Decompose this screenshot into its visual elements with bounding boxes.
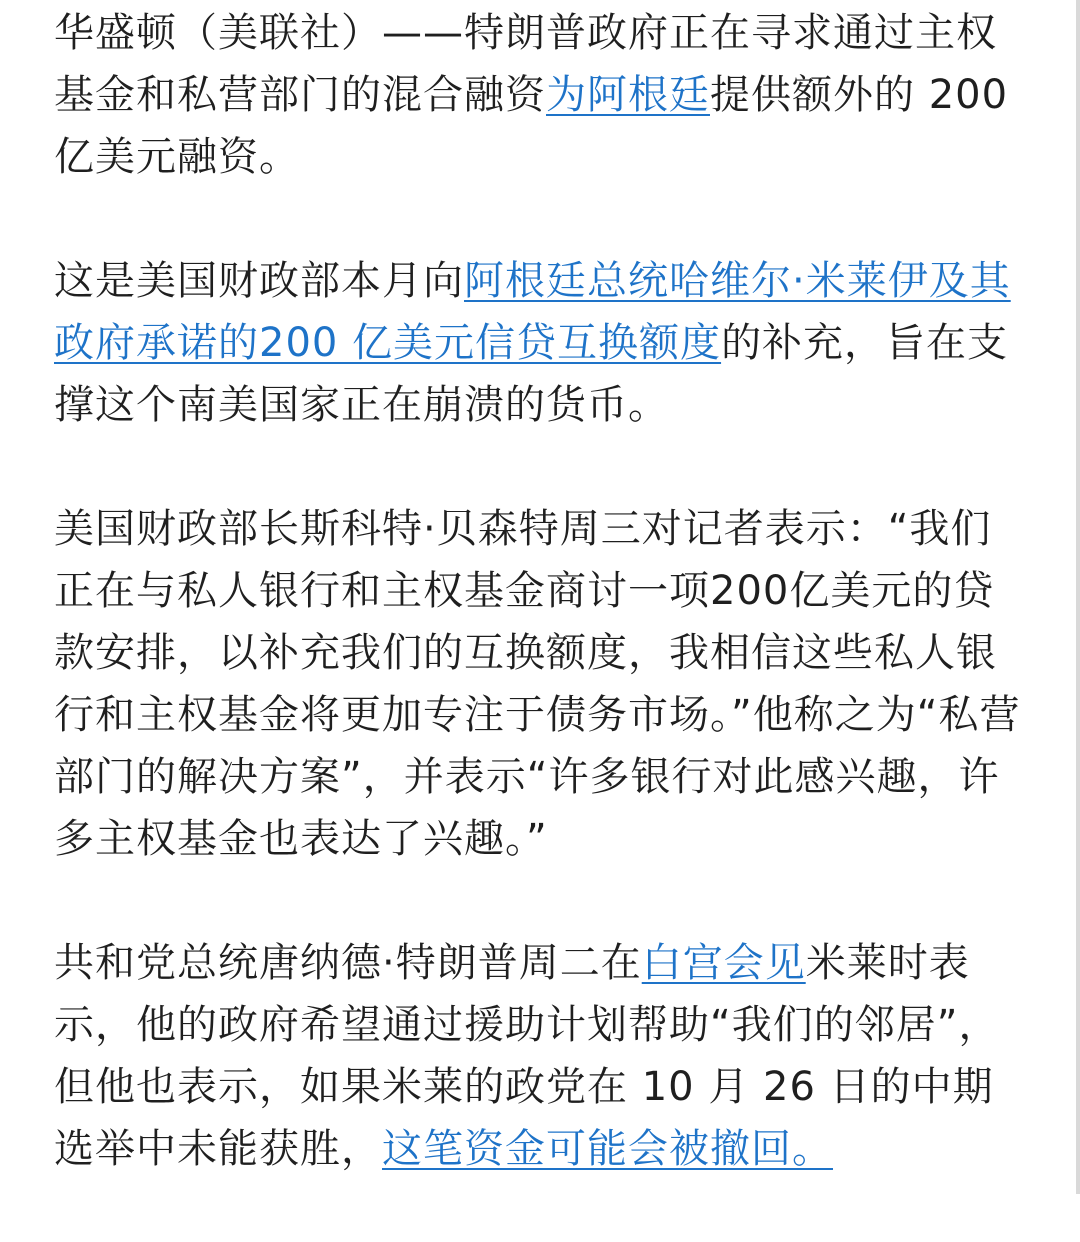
- article-body: [54, 2, 1024, 1242]
- link-swap-line[interactable]: 阿根廷总统哈维尔·米莱伊及其政府承诺的200 亿美元信贷互换额度: [54, 258, 1011, 366]
- link-funds-withdrawn[interactable]: 这笔资金可能会被撤回。: [382, 1126, 833, 1172]
- link-white-house-meeting[interactable]: 白宫会见: [641, 940, 806, 986]
- paragraph-4-text-1: 共和党总统唐纳德·特朗普周二在: [54, 940, 642, 986]
- scrollbar-edge: [1076, 0, 1080, 1194]
- paragraph-1-text-2: 提供额外的 200 亿美元融资。: [54, 72, 1009, 180]
- paragraph-1: [54, 2, 1024, 188]
- paragraph-3: [54, 498, 1024, 870]
- paragraph-3-text-1: 美国财政部长斯科特·贝森特周三对记者表示：“我们正在与私人银行和主权基金商讨一项200亿美元的贷款安排，以补充我们的互换额度，我相信这些私人银行和主权基金将更加专注于债务市场。”他称之为“私营部门的解决方案”，并表示“许多银行对此感兴趣，许多主权基金也表达了兴趣。”: [54, 506, 1021, 862]
- link-argentina[interactable]: 为阿根廷: [546, 72, 710, 118]
- paragraph-2-text-2: 的补充，旨在支撑这个南美国家正在崩溃的货币。: [54, 320, 1009, 428]
- paragraph-1-text-1: 华盛顿（美联社）——特朗普政府正在寻求通过主权基金和私营部门的混合融资: [54, 10, 997, 118]
- paragraph-2: [54, 250, 1024, 436]
- paragraph-4: [54, 932, 1024, 1180]
- paragraph-4-text-2: 米莱时表示，他的政府希望通过援助计划帮助“我们的邻居”，但他也表示，如果米莱的政党在 10 月 26 日的中期选举中未能获胜，: [54, 940, 1000, 1172]
- paragraph-2-text-1: 这是美国财政部本月向: [54, 258, 464, 304]
